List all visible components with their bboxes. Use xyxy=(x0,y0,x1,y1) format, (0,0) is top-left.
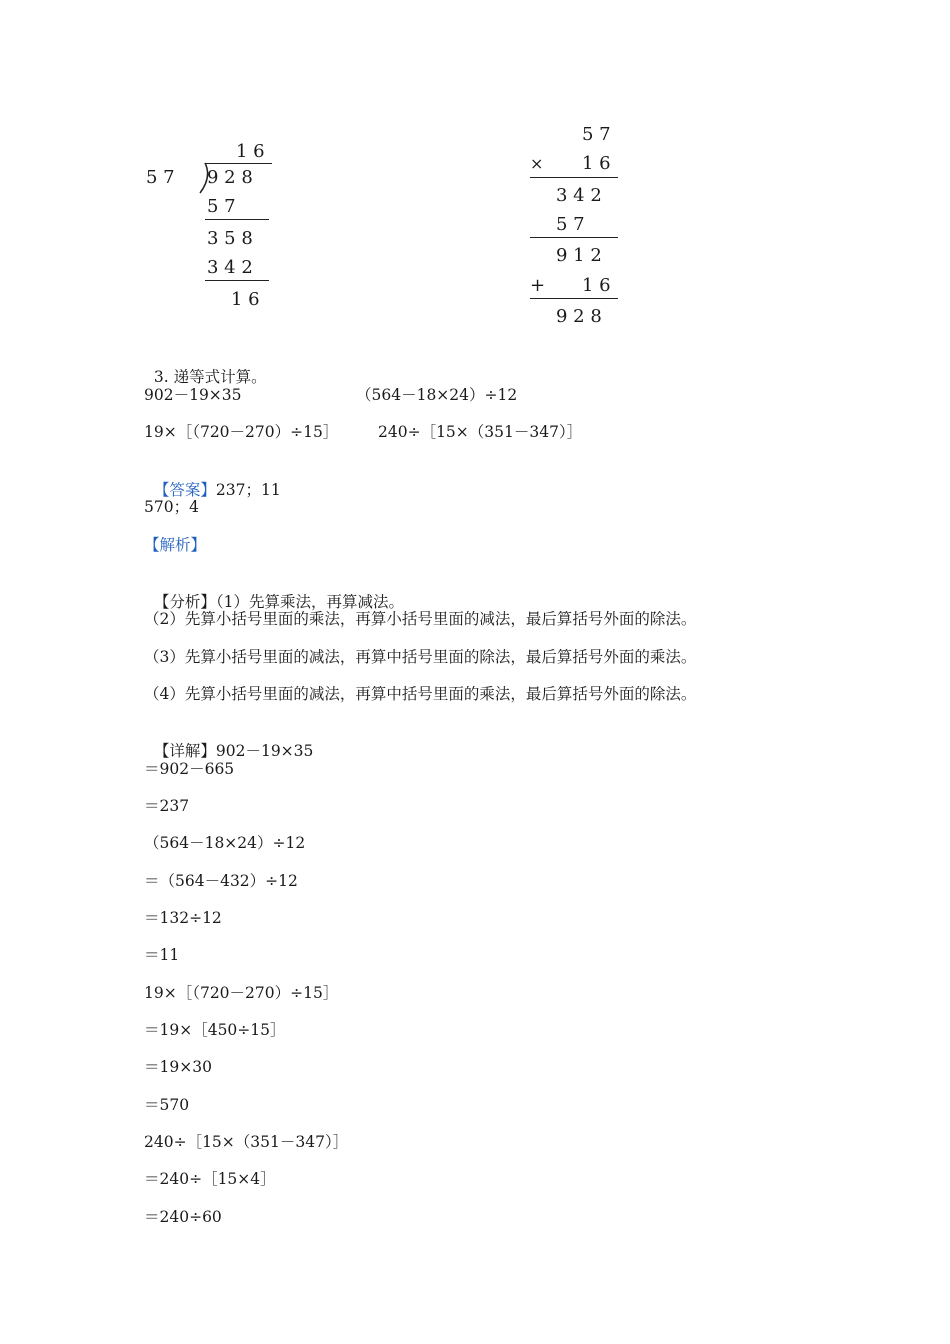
answer-tag: 【答案】 xyxy=(153,481,216,499)
expression-3: 19×［（720－270）÷15］ xyxy=(144,423,339,441)
analysis-line-1 xyxy=(144,572,404,612)
check-rule-2 xyxy=(530,237,618,238)
detail-step-5: ＝132÷12 xyxy=(144,909,222,927)
detail-step-4: ＝（564－432）÷12 xyxy=(144,872,298,890)
detail-step-9: ＝19×30 xyxy=(144,1058,212,1076)
detail-step-10: ＝570 xyxy=(144,1096,190,1114)
check-row-1: 5 7 xyxy=(582,124,611,145)
analysis-step-4: （4）先算小括号里面的减法，再算中括号里面的乘法，最后算括号外面的除法。 xyxy=(144,685,697,703)
analysis-step-2: （2）先算小括号里面的乘法，再算小括号里面的减法，最后算括号外面的除法。 xyxy=(144,610,697,628)
plus-sign: + xyxy=(530,275,546,296)
divisor: 5 7 xyxy=(146,167,175,188)
check-row-3: 3 4 2 xyxy=(556,185,602,206)
answer-values-1: 237；11 xyxy=(215,481,281,499)
check-row-7: 9 2 8 xyxy=(556,306,602,327)
detail-line-0 xyxy=(144,721,313,761)
check-rule-3 xyxy=(530,298,618,299)
check-row-5: 9 1 2 xyxy=(556,245,602,266)
detail-tag: 【详解】 xyxy=(153,742,216,760)
dividend: 9 2 8 xyxy=(207,167,253,188)
check-row-2: 1 6 xyxy=(582,153,611,174)
division-step-3: 3 4 2 xyxy=(207,257,253,278)
expression-1: 902－19×35 xyxy=(144,386,242,404)
question-title: 递等式计算。 xyxy=(173,368,267,386)
expression-2: （564－18×24）÷12 xyxy=(356,386,518,404)
detail-step-11: 240÷［15×（351－347）］ xyxy=(144,1133,349,1151)
division-remainder: 1 6 xyxy=(231,289,260,310)
detail-step-13: ＝240÷60 xyxy=(144,1208,222,1226)
quotient: 1 6 xyxy=(236,141,265,162)
multiply-sign: × xyxy=(530,154,544,173)
division-step-1: 5 7 xyxy=(207,196,236,217)
answer-line-1 xyxy=(144,460,281,500)
detail-step-2: ＝237 xyxy=(144,797,190,815)
analysis-step-1: （1）先算乘法，再算减法。 xyxy=(215,593,404,611)
question-number: 3. xyxy=(153,368,169,386)
detail-step-3: （564－18×24）÷12 xyxy=(144,834,306,852)
analysis-tag: 【解析】 xyxy=(144,536,207,554)
question-heading xyxy=(144,347,267,387)
division-rule-1 xyxy=(205,219,269,220)
detail-step-7: 19×［（720－270）÷15］ xyxy=(144,984,339,1002)
detail-step-0: 902－19×35 xyxy=(215,742,314,760)
check-row-4: 5 7 xyxy=(556,214,585,235)
check-rule-1 xyxy=(530,177,618,178)
division-step-2: 3 5 8 xyxy=(207,228,253,249)
division-rule-2 xyxy=(205,280,269,281)
detail-step-6: ＝11 xyxy=(144,946,180,964)
detail-step-12: ＝240÷［15×4］ xyxy=(144,1170,276,1188)
detail-step-1: ＝902－665 xyxy=(144,760,235,778)
check-row-6: 1 6 xyxy=(582,275,611,296)
analysis-step-3: （3）先算小括号里面的减法，再算中括号里面的除法，最后算括号外面的乘法。 xyxy=(144,648,697,666)
division-bar xyxy=(205,163,272,164)
expression-4: 240÷［15×（351－347）］ xyxy=(378,423,583,441)
answer-line-2: 570；4 xyxy=(144,498,199,516)
fenxi-tag: 【分析】 xyxy=(153,593,216,611)
detail-step-8: ＝19×［450÷15］ xyxy=(144,1021,286,1039)
